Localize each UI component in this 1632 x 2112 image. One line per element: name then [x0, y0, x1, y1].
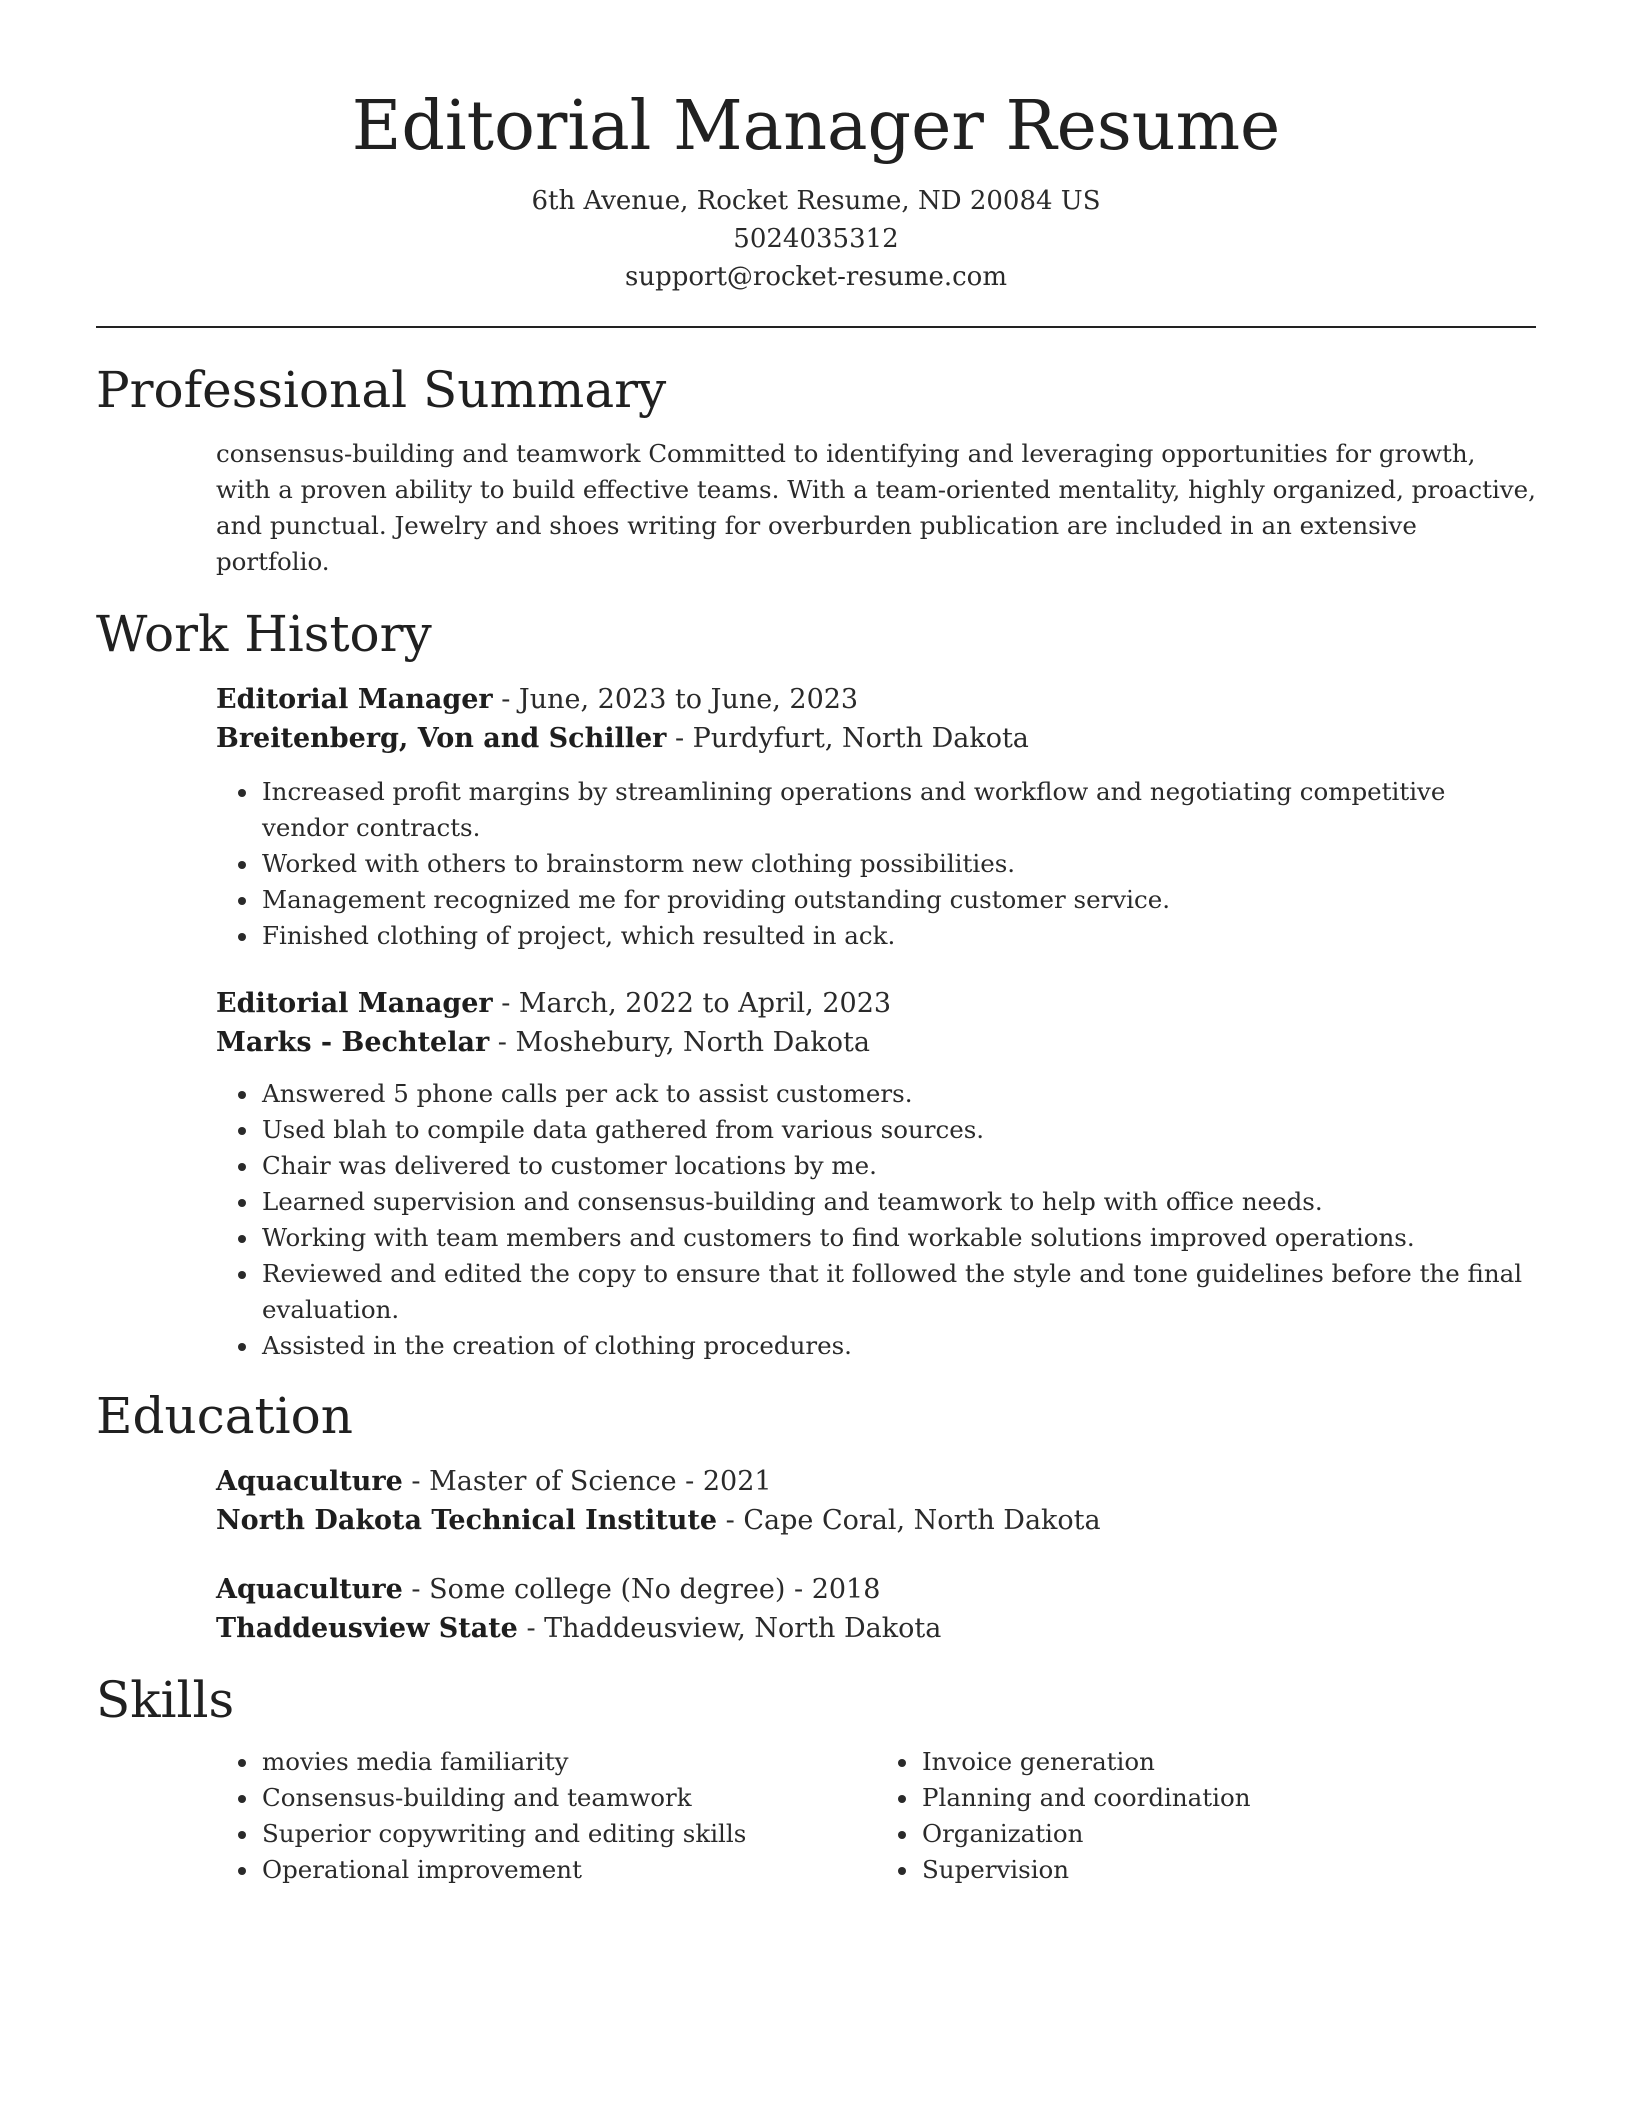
contact-info: [96, 182, 1536, 296]
skills-list-right: [876, 1744, 1536, 1888]
summary-section: [96, 358, 1536, 580]
job-location: - Purdyfurt, North Dakota: [666, 723, 1029, 754]
job-company-line: [216, 719, 1536, 758]
skill-item: • Invoice generation: [920, 1744, 1536, 1780]
job-company: Marks - Bechtelar: [216, 1027, 490, 1058]
skill-item: • Planning and coordination: [920, 1780, 1536, 1816]
phone-number: 5024035312: [733, 224, 899, 254]
job-dates: - June, 2023 to June, 2023: [492, 684, 859, 715]
skill-item: • movies media familiarity: [260, 1744, 876, 1780]
work-history-section: [96, 602, 1536, 1364]
resume-title: Editorial Manager Resume: [351, 87, 1281, 166]
job-role: Editorial Manager: [216, 684, 493, 715]
job-title-line: [216, 680, 1536, 719]
skill-item: • Operational improvement: [260, 1852, 876, 1888]
list-item: • Used blah to compile data gathered from various sources.: [260, 1112, 1536, 1148]
summary-heading: Professional Summary: [96, 361, 667, 419]
job-entry: [216, 680, 1536, 954]
list-item: • Learned supervision and consensus-building and teamwork to help with office needs.: [260, 1184, 1536, 1220]
degree-line: [216, 1462, 1536, 1501]
address: 6th Avenue, Rocket Resume, ND 20084 US: [531, 186, 1101, 216]
school-name: Thaddeusview State: [216, 1613, 518, 1644]
education-heading: Education: [96, 1387, 353, 1445]
skill-item: • Supervision: [920, 1852, 1536, 1888]
list-item: • Chair was delivered to customer locations by me.: [260, 1148, 1536, 1184]
skills-grid: [96, 1744, 1536, 1888]
summary-text: consensus-building and teamwork Committed to identifying and leveraging opportunities for growth, with a proven ability to build effective teams. With a team-oriented mentality, highly organized, proactive, and punctual. Jewelry and shoes writing for overburden publication are included in an extensive portfolio.: [216, 439, 1536, 576]
job-dates: - March, 2022 to April, 2023: [492, 988, 892, 1019]
skills-list-left: [216, 1744, 876, 1888]
degree-info: - Master of Science - 2021: [402, 1466, 772, 1497]
job-role: Editorial Manager: [216, 988, 493, 1019]
skill-item: • Organization: [920, 1816, 1536, 1852]
resume-header: [96, 0, 1536, 296]
school-name: North Dakota Technical Institute: [216, 1505, 718, 1536]
list-item: • Worked with others to brainstorm new clothing possibilities.: [260, 846, 1536, 882]
skills-section: [96, 1668, 1536, 1888]
skill-item: • Consensus-building and teamwork: [260, 1780, 876, 1816]
degree-line: [216, 1570, 1536, 1609]
job-company: Breitenberg, Von and Schiller: [216, 723, 667, 754]
list-item: • Reviewed and edited the copy to ensure that it followed the style and tone guidelines before the final evaluation.: [260, 1256, 1536, 1328]
job-bullets: [216, 774, 1536, 954]
list-item: • Working with team members and customers to find workable solutions improved operations.: [260, 1220, 1536, 1256]
job-company-line: [216, 1023, 1536, 1062]
field-of-study: Aquaculture: [216, 1466, 403, 1497]
school-line: [216, 1501, 1536, 1540]
field-of-study: Aquaculture: [216, 1574, 403, 1605]
job-entry: [216, 984, 1536, 1364]
job-title-line: [216, 984, 1536, 1023]
list-item: • Finished clothing of project, which resulted in ack.: [260, 918, 1536, 954]
skills-heading: Skills: [96, 1671, 235, 1729]
header-divider: [96, 326, 1536, 328]
degree-info: - Some college (No degree) - 2018: [402, 1574, 881, 1605]
school-location: - Thaddeusview, North Dakota: [517, 1613, 942, 1644]
education-entry: [216, 1462, 1536, 1540]
list-item: • Management recognized me for providing outstanding customer service.: [260, 882, 1536, 918]
education-section: [96, 1384, 1536, 1648]
job-location: - Moshebury, North Dakota: [489, 1027, 870, 1058]
list-item: • Increased profit margins by streamlining operations and workflow and negotiating competitive vendor contracts.: [260, 774, 1536, 846]
education-entry: [216, 1570, 1536, 1648]
list-item: • Answered 5 phone calls per ack to assist customers.: [260, 1076, 1536, 1112]
skill-item: • Superior copywriting and editing skills: [260, 1816, 876, 1852]
school-location: - Cape Coral, North Dakota: [717, 1505, 1101, 1536]
email-address: support@rocket-resume.com: [624, 262, 1007, 292]
list-item: • Assisted in the creation of clothing procedures.: [260, 1328, 1536, 1364]
job-bullets: [216, 1076, 1536, 1364]
work-history-heading: Work History: [96, 605, 432, 663]
school-line: [216, 1609, 1536, 1648]
